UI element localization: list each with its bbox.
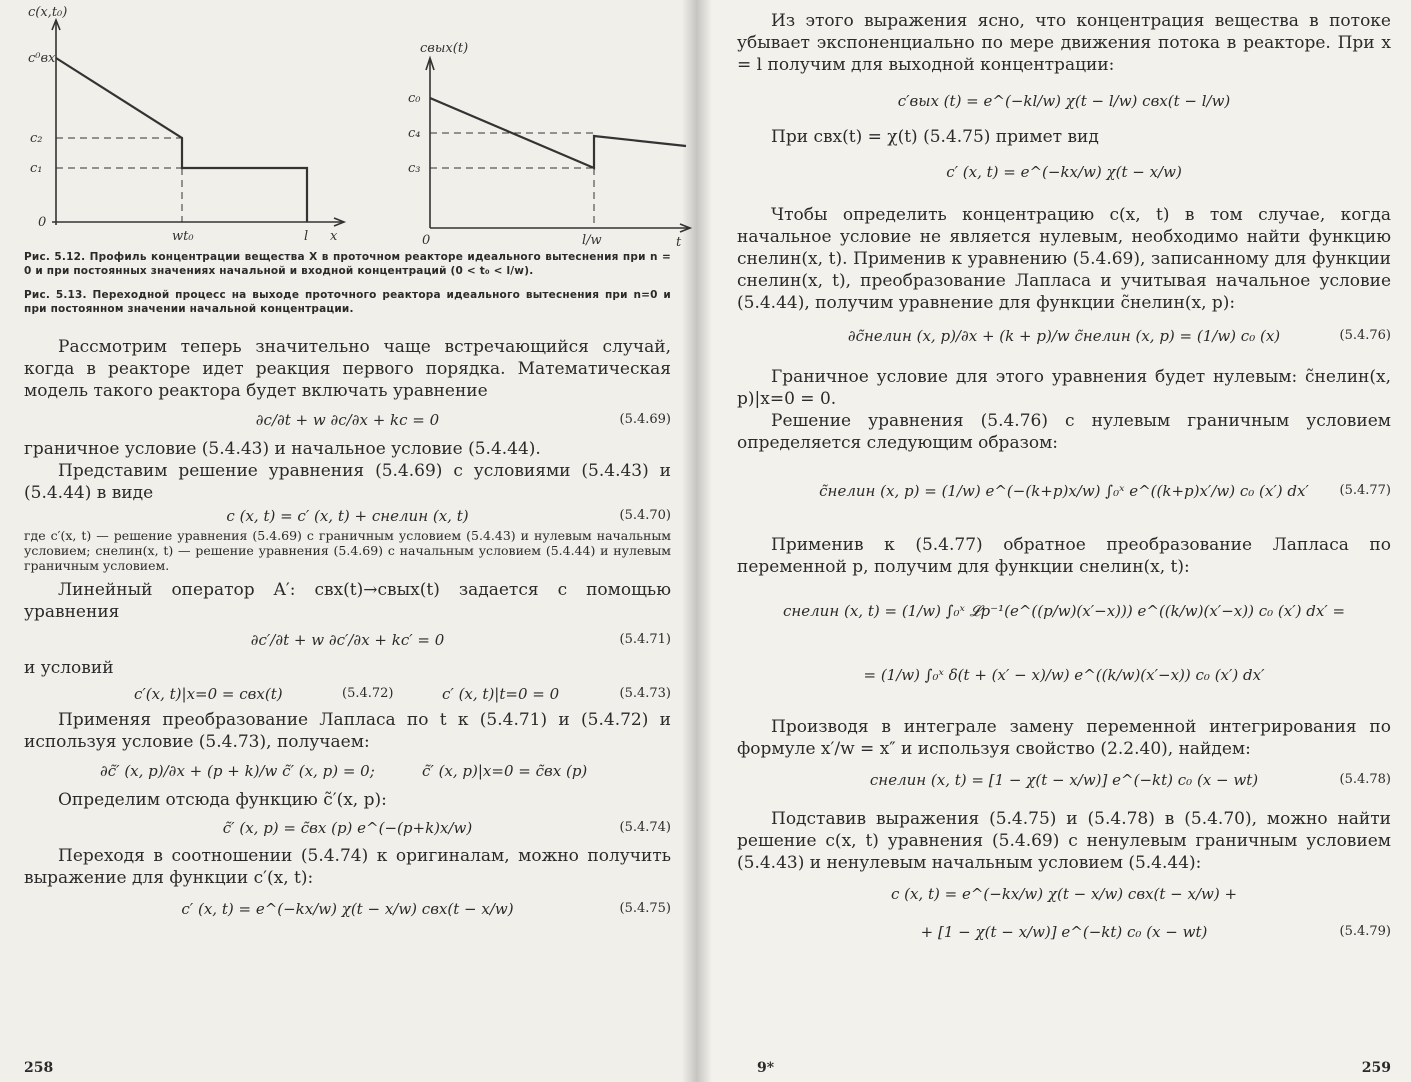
equation-body: c̃′ (x, p)|x=0 = c̃вх (p) [422, 762, 588, 780]
paragraph: Подставив выражения (5.4.75) и (5.4.78) в (5.4.70), можно найти решение c(x, t) уравнения (5.4.69) с ненулевым граничным условием (5.4.43) и ненулевым начальным условием (5.4.44): [737, 809, 1391, 873]
equation-body: cнелин (x, t) = [1 − χ(t − x/w)] e^(−kt) c₀ (x − wt) [869, 771, 1259, 789]
equation-body: ∂c̃нелин (x, p)/∂x + (k + p)/w c̃нелин (x, p) = (1/w) c₀ (x) [847, 327, 1281, 345]
signature-mark: 9* [757, 1060, 775, 1076]
fig13-y-label-c3: c₃ [408, 161, 421, 176]
fig13-y-label-c0: c₀ [408, 91, 421, 106]
fig12-axis-y-label: c(x,t₀) [28, 5, 68, 20]
figure-5-12 [24, 0, 354, 248]
paragraph: Производя в интеграле замену переменной интегрирования по формуле x′/w = x″ и используя свойство (2.2.40), найдем: [737, 717, 1391, 759]
caption-fig-5-13: Рис. 5.13. Переходной процесс на выходе проточного реактора идеального вытеснения при n=0 и при постоянном значении начальной концентрации. [24, 289, 671, 315]
equation-number: (5.4.74) [619, 820, 671, 835]
equation-body: c (x, t) = c′ (x, t) + cнелин (x, t) [226, 507, 469, 525]
caption-fig-5-12: Рис. 5.12. Профиль концентрации вещества X в проточном реакторе идеального вытеснения при n = 0 и при постоянных значениях начальной и входной концентраций (0 < t₀ < l/w). [24, 251, 671, 277]
fig12-y-label-c1: c₁ [30, 161, 43, 176]
equation-body: cнелин (x, t) = (1/w) ∫₀ˣ 𝓛p⁻¹(e^((p/w)(x′−x))) e^((k/w)(x′−x)) c₀ (x′) dx′ = [782, 602, 1346, 620]
fig13-axis-y-label: cвых(t) [420, 41, 469, 56]
equation-step [737, 148, 1391, 196]
paragraph: Представим решение уравнения (5.4.69) с условиями (5.4.43) и (5.4.44) в виде [24, 461, 671, 503]
equation-number: (5.4.78) [1339, 772, 1391, 787]
equation-5-4-78 [737, 760, 1391, 800]
equation-5-4-79a [737, 874, 1391, 914]
equation-body: ∂c̃′ (x, p)/∂x + (p + k)/w c̃′ (x, p) = 0; [100, 762, 375, 780]
equation-5-4-72-73 [24, 679, 671, 709]
equation-inverse-laplace-2 [737, 644, 1391, 706]
equation-5-4-69 [24, 402, 671, 438]
equation-number: (5.4.76) [1339, 328, 1391, 343]
equation-body: = (1/w) ∫₀ˣ δ(t + (x′ − x)/w) e^((k/w)(x′−x)) c₀ (x′) dx′ [863, 666, 1265, 684]
fig13-x-label-lw: l/w [582, 233, 602, 248]
equation-body: c′(x, t)|x=0 = cвх(t) [134, 685, 283, 703]
equation-5-4-70 [24, 504, 671, 528]
equation-5-4-71 [24, 623, 671, 657]
equation-5-4-75 [24, 889, 671, 929]
equation-number: (5.4.75) [619, 901, 671, 916]
equation-laplace [24, 753, 671, 789]
equation-body: + [1 − χ(t − x/w)] e^(−kt) c₀ (x − wt) [920, 923, 1208, 941]
equation-number: (5.4.77) [1339, 483, 1391, 498]
paragraph: Из этого выражения ясно, что концентрация вещества в потоке убывает экспоненциально по мере движения потока в реакторе. При x = l получим для выходной концентрации: [737, 11, 1391, 75]
equation-number: (5.4.79) [1339, 924, 1391, 939]
paragraph: Применив к (5.4.77) обратное преобразование Лапласа по переменной p, получим для функции cнелин(x, t): [737, 535, 1391, 577]
paragraph: Переходя в соотношении (5.4.74) к оригиналам, можно получить выражение для функции c′(x, t): [24, 846, 671, 888]
equation-body: c̃нелин (x, p) = (1/w) e^(−(k+p)x/w) ∫₀ˣ e^((k+p)x′/w) c₀ (x′) dx′ [819, 482, 1309, 500]
equation-body: c′ (x, t) = e^(−kx/w) χ(t − x/w) cвх(t − x/w) [181, 900, 514, 918]
paragraph: Линейный оператор A′: cвх(t)→cвых(t) задается с помощью уравнения [24, 580, 671, 622]
paragraph: Чтобы определить концентрацию c(x, t) в том случае, когда начальное условие не является нулевым, необходимо найти функцию cнелин(x, t). Применив к уравнению (5.4.69), записанному для функции cнелин(x, t), преобразование Лапласа и учитывая начальное условие (5.4.44), получим уравнение для функции c̃нелин(x, p): [737, 205, 1391, 313]
page-number-left: 258 [24, 1060, 54, 1076]
fig13-x-label-zero: 0 [422, 233, 431, 248]
equation-5-4-76 [737, 314, 1391, 358]
equation-output [737, 76, 1391, 126]
equation-body: c (x, t) = e^(−kx/w) χ(t − x/w) cвх(t − x/w) + [890, 885, 1238, 903]
paragraph: граничное условие (5.4.43) и начальное условие (5.4.44). [24, 439, 541, 459]
fig13-axis-x-label: t [676, 235, 682, 248]
paragraph: При cвх(t) = χ(t) (5.4.75) примет вид [771, 127, 1099, 147]
equation-5-4-74 [24, 811, 671, 845]
right-page [697, 0, 1411, 1082]
equation-inverse-laplace-1 [737, 578, 1391, 644]
left-page [0, 0, 697, 1082]
equation-number: (5.4.70) [619, 508, 671, 523]
fig12-y-label-cin: c⁰вх [28, 51, 56, 66]
equation-body: c′ (x, t) = e^(−kx/w) χ(t − x/w) [946, 163, 1182, 181]
page-number-right: 259 [1361, 1060, 1391, 1076]
fig12-y-label-c2: c₂ [30, 131, 43, 146]
figure-5-13 [400, 0, 697, 248]
equation-body: ∂c/∂t + w ∂c/∂x + kc = 0 [255, 411, 440, 429]
equation-body: c′вых (t) = e^(−kl/w) χ(t − l/w) cвх(t − l/w) [897, 92, 1231, 110]
paragraph: Решение уравнения (5.4.76) с нулевым граничным условием определяется следующим образом: [737, 411, 1391, 453]
equation-body: ∂c′/∂t + w ∂c′/∂x + kc′ = 0 [250, 631, 445, 649]
figures-area [24, 0, 682, 248]
equation-number: (5.4.73) [619, 686, 671, 701]
paragraph: Рассмотрим теперь значительно чаще встречающийся случай, когда в реакторе идет реакция первого порядка. Математическая модель такого реактора будет включать уравнение [24, 337, 671, 401]
fig13-y-label-c4: c₄ [408, 126, 421, 141]
equation-number: (5.4.71) [619, 632, 671, 647]
fig12-x-label-wt0: wt₀ [172, 229, 194, 244]
equation-number: (5.4.72) [342, 686, 394, 701]
paragraph: Определим отсюда функцию c̃′(x, p): [58, 790, 387, 810]
paragraph: Применяя преобразование Лапласа по t к (5.4.71) и (5.4.72) и используя условие (5.4.73), получаем: [24, 710, 671, 752]
fig12-y-label-zero: 0 [38, 215, 47, 230]
paragraph-small: где c′(x, t) — решение уравнения (5.4.69) с граничным условием (5.4.43) и нулевым начальным условием; cнелин(x, t) — решение уравнения (5.4.69) с начальным условием (5.4.44) и нулевым граничным условием. [24, 528, 671, 573]
equation-5-4-77 [737, 454, 1391, 528]
equation-body: c̃′ (x, p) = c̃вх (p) e^(−(p+k)x/w) [222, 819, 473, 837]
equation-body: c′ (x, t)|t=0 = 0 [442, 685, 560, 703]
paragraph: и условий [24, 658, 114, 678]
equation-5-4-79b [737, 914, 1391, 950]
paragraph: Граничное условие для этого уравнения будет нулевым: c̃нелин(x, p)|x=0 = 0. [737, 367, 1391, 409]
equation-number: (5.4.69) [619, 412, 671, 427]
fig12-axis-x-label: x [330, 229, 338, 244]
fig12-x-label-l: l [304, 229, 309, 244]
